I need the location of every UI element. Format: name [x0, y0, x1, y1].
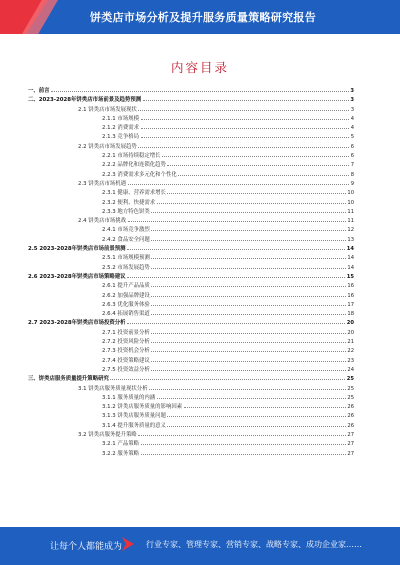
toc-leader-dots	[151, 346, 346, 352]
toc-entry[interactable]	[28, 281, 354, 290]
toc-entry-title: 2.2.2 品牌化和连锁化趋势	[102, 162, 166, 169]
toc-entry-page: 27	[347, 441, 354, 448]
toc-entry-page: 27	[347, 450, 354, 457]
toc-entry[interactable]	[28, 356, 354, 365]
toc-entry-title: 2.2.1 市场持续稳定增长	[102, 153, 161, 160]
toc-entry[interactable]	[28, 318, 354, 327]
toc-entry-title: 2.5.1 市场规模预测	[102, 255, 150, 262]
toc-entry-title: 2.7.2 投资风险分析	[102, 339, 150, 346]
toc-leader-dots	[151, 300, 346, 306]
toc-entry-page: 16	[347, 283, 354, 290]
toc-entry-title: 2.5 2023-2028年饼类店市场前景预测	[28, 246, 126, 253]
toc-entry[interactable]	[28, 95, 354, 104]
toc-entry[interactable]	[28, 328, 354, 337]
toc-entry-title: 2.6.4 拓展销售渠道	[102, 311, 150, 318]
toc-leader-dots	[138, 105, 349, 111]
toc-leader-dots	[143, 95, 349, 101]
toc-leader-dots	[162, 151, 349, 157]
toc-entry-page: 26	[347, 422, 354, 429]
toc-entry[interactable]	[28, 449, 354, 458]
toc-entry-title: 2.2 饼类店市场发展趋势	[78, 143, 137, 150]
toc-entry-page: 26	[347, 404, 354, 411]
toc-entry[interactable]	[28, 132, 354, 141]
toc-entry-title: 3.1.3 饼类店服务质量问题	[102, 413, 166, 420]
toc-entry-title: 2.6 2023-2028年饼类店市场策略建议	[28, 273, 126, 280]
toc-entry-page: 26	[347, 413, 354, 420]
toc-entry-page: 22	[347, 348, 354, 355]
toc-leader-dots	[141, 114, 350, 120]
toc-entry[interactable]	[28, 430, 354, 439]
toc-entry-page: 14	[347, 255, 354, 262]
toc-entry-title: 2.7.4 投资策略建议	[102, 357, 150, 364]
toc-entry-title: 2.3.1 健康、营养需求增长	[102, 190, 166, 197]
toc-entry-page: 23	[347, 357, 354, 364]
toc-entry-page: 25	[347, 385, 354, 392]
toc-leader-dots	[151, 253, 346, 259]
toc-entry[interactable]	[28, 188, 354, 197]
toc-entry[interactable]	[28, 123, 354, 132]
toc-entry-page: 3	[350, 106, 354, 113]
toc-leader-dots	[151, 309, 346, 315]
toc-entry-title: 2.7.5 投资效益分析	[102, 366, 150, 373]
toc-leader-dots	[151, 365, 346, 371]
toc-entry-page: 14	[346, 246, 354, 253]
toc-leader-dots	[178, 170, 349, 176]
toc-entry[interactable]	[28, 300, 354, 309]
toc-entry-title: 3.2.2 服务策略	[102, 450, 139, 457]
toc-entry[interactable]	[28, 207, 354, 216]
toc-leader-dots	[151, 328, 346, 334]
toc-leader-dots	[167, 188, 345, 194]
toc-entry[interactable]	[28, 411, 354, 420]
toc-entry[interactable]	[28, 179, 354, 188]
toc-entry-page: 4	[350, 125, 354, 132]
toc-entry-title: 2.1 饼类店市场发展现状	[78, 106, 137, 113]
toc-leader-dots	[141, 123, 350, 129]
toc-leader-dots	[138, 430, 346, 436]
toc-entry-title: 2.7 2023-2028年饼类店市场投资分析	[28, 320, 126, 327]
toc-entry-page: 10	[347, 199, 354, 206]
toc-entry-title: 2.4 饼类店市场挑战	[78, 218, 127, 225]
toc-leader-dots	[167, 411, 345, 417]
toc-entry-title: 二、2023-2028年饼类店市场前景及趋势预测	[28, 97, 142, 104]
toc-entry-page: 14	[347, 264, 354, 271]
toc-entry-page: 18	[347, 311, 354, 318]
toc-entry-page: 3	[350, 97, 354, 104]
toc-entry-title: 2.7.3 投资机会分析	[102, 348, 150, 355]
toc-leader-dots	[167, 160, 349, 166]
toc-entry-page: 11	[347, 218, 354, 225]
toc-entry-page: 20	[347, 329, 354, 336]
toc-entry[interactable]	[28, 309, 354, 318]
toc-entry[interactable]	[28, 291, 354, 300]
toc-leader-dots	[141, 449, 346, 455]
toc-entry[interactable]	[28, 114, 354, 123]
toc-entry-page: 25	[346, 376, 354, 383]
toc-entry-title: 2.4.1 市场竞争激烈	[102, 227, 150, 234]
toc-leader-dots	[184, 402, 346, 408]
toc-entry[interactable]	[28, 216, 354, 225]
toc-entry[interactable]	[28, 402, 354, 411]
toc-entry[interactable]	[28, 365, 354, 374]
toc-entry[interactable]	[28, 393, 354, 402]
toc-entry[interactable]	[28, 86, 354, 95]
toc-entry-title: 2.2.3 消费需求多元化和个性化	[102, 171, 177, 178]
toc-entry-title: 三、饼类店服务质量提升策略研究	[28, 376, 109, 383]
toc-entry-title: 2.4.2 食品安全问题	[102, 236, 150, 243]
toc-entry[interactable]	[28, 170, 354, 179]
toc-entry[interactable]	[28, 105, 354, 114]
toc-entry-page: 20	[346, 320, 354, 327]
toc-entry[interactable]	[28, 374, 354, 383]
toc-entry-title: 2.3.2 便利、快捷需求	[102, 199, 156, 206]
footer-banner	[0, 527, 400, 565]
toc-entry-page: 6	[350, 153, 354, 160]
toc-leader-dots	[151, 225, 346, 231]
toc-entry-page: 3	[350, 88, 354, 94]
toc-entry-page: 21	[347, 339, 354, 346]
toc-entry[interactable]	[28, 151, 354, 160]
toc-entry[interactable]	[28, 198, 354, 207]
toc-entry[interactable]	[28, 142, 354, 151]
toc-leader-dots	[141, 132, 350, 138]
toc-entry[interactable]	[28, 346, 354, 355]
toc-entry-page: 13	[347, 236, 354, 243]
toc-entry-page: 7	[350, 162, 354, 169]
toc-entry-page: 9	[350, 180, 354, 187]
toc-entry[interactable]	[28, 337, 354, 346]
toc-leader-dots	[138, 142, 349, 148]
toc-leader-dots	[151, 207, 346, 213]
toc-entry[interactable]	[28, 421, 354, 430]
toc-entry-title: 3.2 饼类店服务提升策略	[78, 431, 137, 438]
toc-entry-title: 3.1.1 服务质量的内涵	[102, 394, 156, 401]
toc-entry[interactable]	[28, 160, 354, 169]
toc-leader-dots	[128, 216, 346, 222]
toc-leader-dots	[151, 337, 346, 343]
toc-entry-title: 2.1.3 竞争格局	[102, 134, 139, 141]
toc-entry-title: 2.6.1 提升产品品质	[102, 283, 150, 290]
footer-slogan-left: 让每个人都能成为	[50, 542, 123, 552]
toc-entry[interactable]	[28, 253, 354, 262]
toc-entry[interactable]	[28, 384, 354, 393]
toc-entry-title: 2.1.1 市场规模	[102, 115, 139, 122]
toc-entry-page: 15	[346, 273, 354, 280]
toc-entry-page: 5	[350, 134, 354, 141]
toc-entry-page: 6	[350, 143, 354, 150]
toc-entry[interactable]	[28, 439, 354, 448]
report-title: 饼类店市场分析及提升服务质量策略研究报告	[90, 11, 316, 24]
toc-leader-dots	[151, 263, 346, 269]
toc-entry-page: 27	[347, 431, 354, 438]
toc-entry-page: 4	[350, 115, 354, 122]
toc-leader-dots	[157, 198, 346, 204]
toc-leader-dots	[157, 393, 346, 399]
toc-entry-page: 16	[347, 292, 354, 299]
toc-leader-dots	[151, 356, 346, 362]
arrow-right-icon	[122, 537, 134, 551]
table-of-contents	[28, 86, 354, 458]
toc-entry-page: 8	[350, 171, 354, 178]
toc-entry-page: 11	[347, 208, 354, 215]
toc-entry-title: 3.1.4 提升服务质量的意义	[102, 422, 166, 429]
toc-entry-title: 3.2.1 产品策略	[102, 441, 139, 448]
toc-leader-dots	[151, 235, 346, 241]
toc-entry-title: 2.6.2 加强品牌建设	[102, 292, 150, 299]
toc-entry-title: 3.1 饼类店服务质量现状分析	[78, 385, 148, 392]
toc-entry-title: 2.1.2 消费需求	[102, 125, 139, 132]
toc-entry-title: 2.3 饼类店市场机遇	[78, 180, 127, 187]
toc-leader-dots	[110, 374, 345, 380]
toc-leader-dots	[151, 291, 346, 297]
toc-leader-dots	[127, 318, 345, 324]
toc-leader-dots	[128, 179, 350, 185]
toc-entry[interactable]	[28, 263, 354, 272]
toc-entry-title: 2.5.2 市场发展趋势	[102, 264, 150, 271]
toc-entry-title: 一、前言	[28, 88, 50, 94]
toc-entry-title: 2.3.3 地方特色饼类	[102, 208, 150, 215]
toc-entry-page: 17	[347, 301, 354, 308]
toc-leader-dots	[127, 244, 345, 250]
toc-leader-dots	[151, 281, 346, 287]
toc-leader-dots	[51, 86, 349, 92]
toc-heading: 内容目录	[170, 60, 229, 75]
header-banner	[0, 0, 400, 34]
toc-entry-title: 2.6.3 优化服务体验	[102, 301, 150, 308]
toc-entry-title: 2.7.1 投资前景分析	[102, 329, 150, 336]
toc-entry-page: 10	[347, 190, 354, 197]
toc-entry-title: 3.1.2 饼类店服务质量的影响因素	[102, 404, 183, 411]
toc-leader-dots	[149, 384, 346, 390]
toc-entry-page: 12	[347, 227, 354, 234]
footer-slogan-right: 行业专家、管理专家、营销专家、战略专家、成功企业家……	[146, 540, 362, 549]
toc-leader-dots	[127, 272, 345, 278]
toc-entry[interactable]	[28, 225, 354, 234]
toc-entry[interactable]	[28, 244, 354, 253]
toc-entry-page: 24	[347, 366, 354, 373]
toc-entry-page: 25	[347, 394, 354, 401]
toc-leader-dots	[141, 439, 346, 445]
toc-entry[interactable]	[28, 272, 354, 281]
toc-entry[interactable]	[28, 235, 354, 244]
toc-leader-dots	[167, 421, 345, 427]
